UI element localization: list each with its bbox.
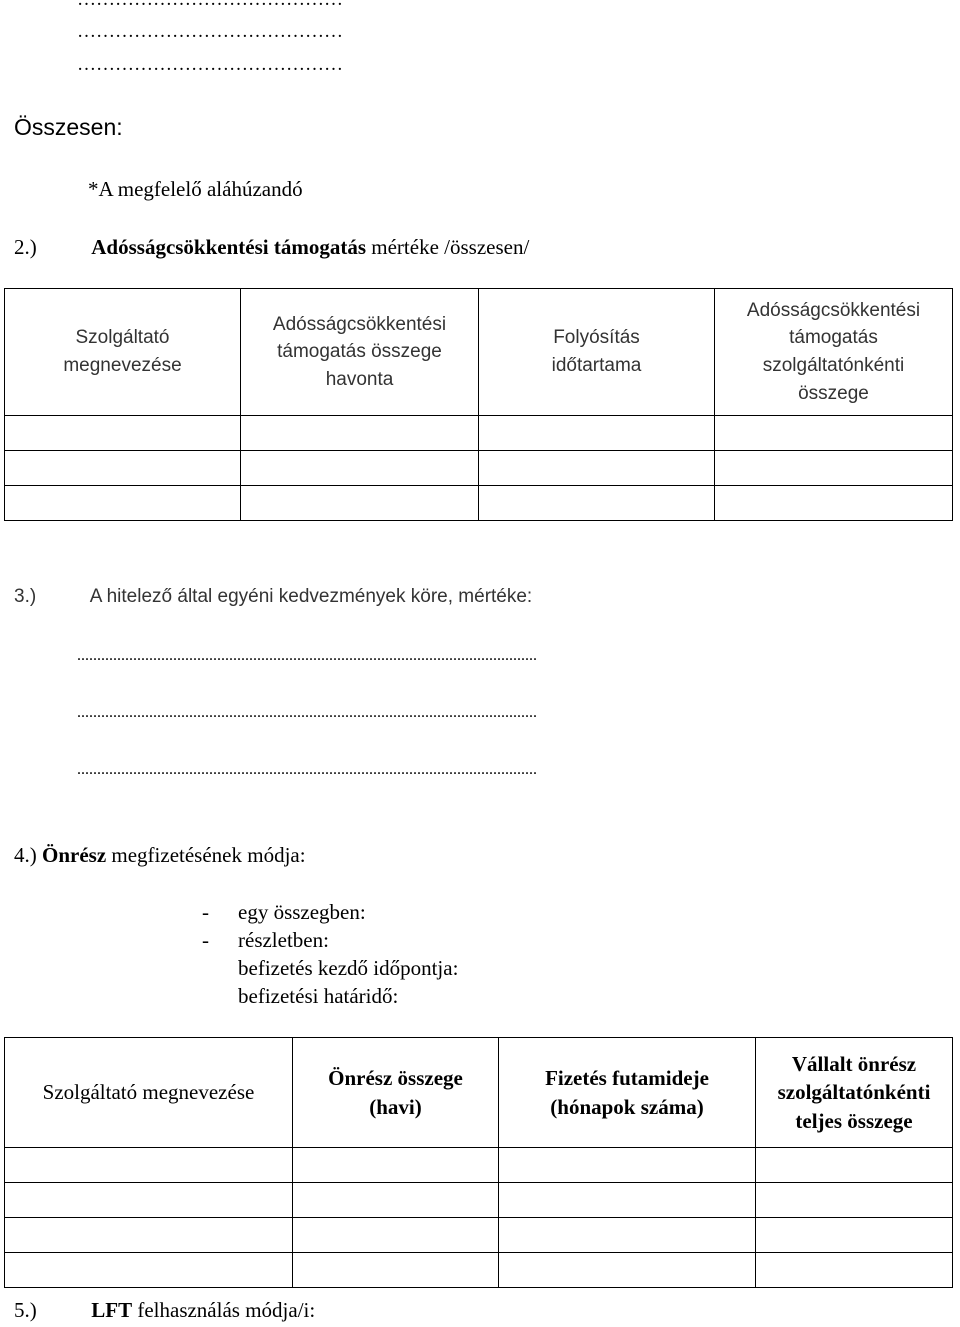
table-cell[interactable] <box>756 1218 953 1253</box>
section-2-rest: mértéke /összesen/ <box>371 235 530 259</box>
table-cell[interactable] <box>715 486 953 521</box>
dotted-line-3: …………………………………… <box>77 54 343 75</box>
table-cell[interactable] <box>5 486 241 521</box>
table-row <box>5 486 953 521</box>
table-row <box>5 1253 953 1288</box>
dotted-line-2: …………………………………… <box>77 21 343 42</box>
support-table <box>4 288 953 521</box>
table-cell[interactable] <box>5 416 241 451</box>
section-3-text: A hitelező által egyéni kedvezmények köre, mértéke: <box>89 586 533 607</box>
section-3-dotted-line-1: ................................................................................................................... <box>77 647 537 664</box>
table-cell[interactable] <box>293 1183 499 1218</box>
section-2-heading <box>14 237 529 258</box>
table-row <box>5 1183 953 1218</box>
item-installments: részletben: <box>238 928 329 952</box>
table-cell[interactable] <box>241 451 479 486</box>
table-cell[interactable] <box>293 1253 499 1288</box>
table-cell[interactable] <box>293 1148 499 1183</box>
item-dash-1: - <box>202 900 209 924</box>
table-cell[interactable] <box>479 416 715 451</box>
table-cell[interactable] <box>241 486 479 521</box>
table-cell[interactable] <box>499 1218 756 1253</box>
table-cell[interactable] <box>5 1218 293 1253</box>
header-provider: Szolgáltató megnevezése <box>5 289 241 416</box>
table-cell[interactable] <box>715 416 953 451</box>
support-table-header <box>5 289 953 416</box>
section-4-bold: Önrész <box>42 843 107 867</box>
section-3-dotted-line-2: ................................................................................................................... <box>77 704 537 721</box>
section-4-rest: megfizetésének módja: <box>111 843 306 867</box>
table-cell[interactable] <box>5 1183 293 1218</box>
section-3-heading <box>14 587 532 606</box>
header-total-own: Vállalt önrész szolgáltatónkénti teljes összege <box>756 1038 953 1148</box>
table-cell[interactable] <box>715 451 953 486</box>
item-dash-2: - <box>202 928 209 952</box>
table-cell[interactable] <box>756 1148 953 1183</box>
section-2-number: 2.) <box>14 235 37 259</box>
underline-note: *A megfelelő aláhúzandó <box>88 177 303 201</box>
dotted-line-1 <box>77 0 343 9</box>
header-provider-name: Szolgáltató megnevezése <box>5 1038 293 1148</box>
item-start-date: befizetés kezdő időpontja: <box>238 956 459 980</box>
own-contribution-table <box>4 1037 953 1288</box>
section-4-number: 4.) <box>14 843 37 867</box>
table-cell[interactable] <box>499 1253 756 1288</box>
section-5-rest: felhasználás módja/i: <box>137 1298 316 1322</box>
table-cell[interactable] <box>5 1148 293 1183</box>
table-cell[interactable] <box>241 416 479 451</box>
table-cell[interactable] <box>499 1183 756 1218</box>
header-own-amount: Önrész összege (havi) <box>293 1038 499 1148</box>
section-5-number: 5.) <box>14 1298 37 1322</box>
table-cell[interactable] <box>479 451 715 486</box>
section-4-heading <box>14 845 306 866</box>
header-monthly-amount: Adósságcsökkentési támogatás összege havonta <box>241 289 479 416</box>
table-cell[interactable] <box>5 451 241 486</box>
table-cell[interactable] <box>756 1253 953 1288</box>
header-provider-total: Adósságcsökkentési támogatás szolgáltatónkénti összege <box>715 289 953 416</box>
section-3-number: 3.) <box>14 586 37 607</box>
table-cell[interactable] <box>756 1183 953 1218</box>
table-cell[interactable] <box>5 1253 293 1288</box>
item-lump-sum: egy összegben: <box>238 900 366 924</box>
table-row <box>5 451 953 486</box>
table-cell[interactable] <box>293 1218 499 1253</box>
osszesen-label: Összesen: <box>14 114 123 140</box>
item-deadline: befizetési határidő: <box>238 984 399 1008</box>
header-payment-term: Fizetés futamideje (hónapok száma) <box>499 1038 756 1148</box>
section-5-bold: LFT <box>91 1298 133 1322</box>
table-row <box>5 1148 953 1183</box>
table-row <box>5 1218 953 1253</box>
table-row <box>5 416 953 451</box>
section-2-bold: Adósságcsökkentési támogatás <box>91 235 367 259</box>
table-cell[interactable] <box>479 486 715 521</box>
table-cell[interactable] <box>499 1148 756 1183</box>
section-5-heading <box>14 1300 315 1321</box>
header-duration: Folyósítás időtartama <box>479 289 715 416</box>
section-3-dotted-line-3: ................................................................................................................... <box>77 761 537 778</box>
own-contribution-header <box>5 1038 953 1148</box>
